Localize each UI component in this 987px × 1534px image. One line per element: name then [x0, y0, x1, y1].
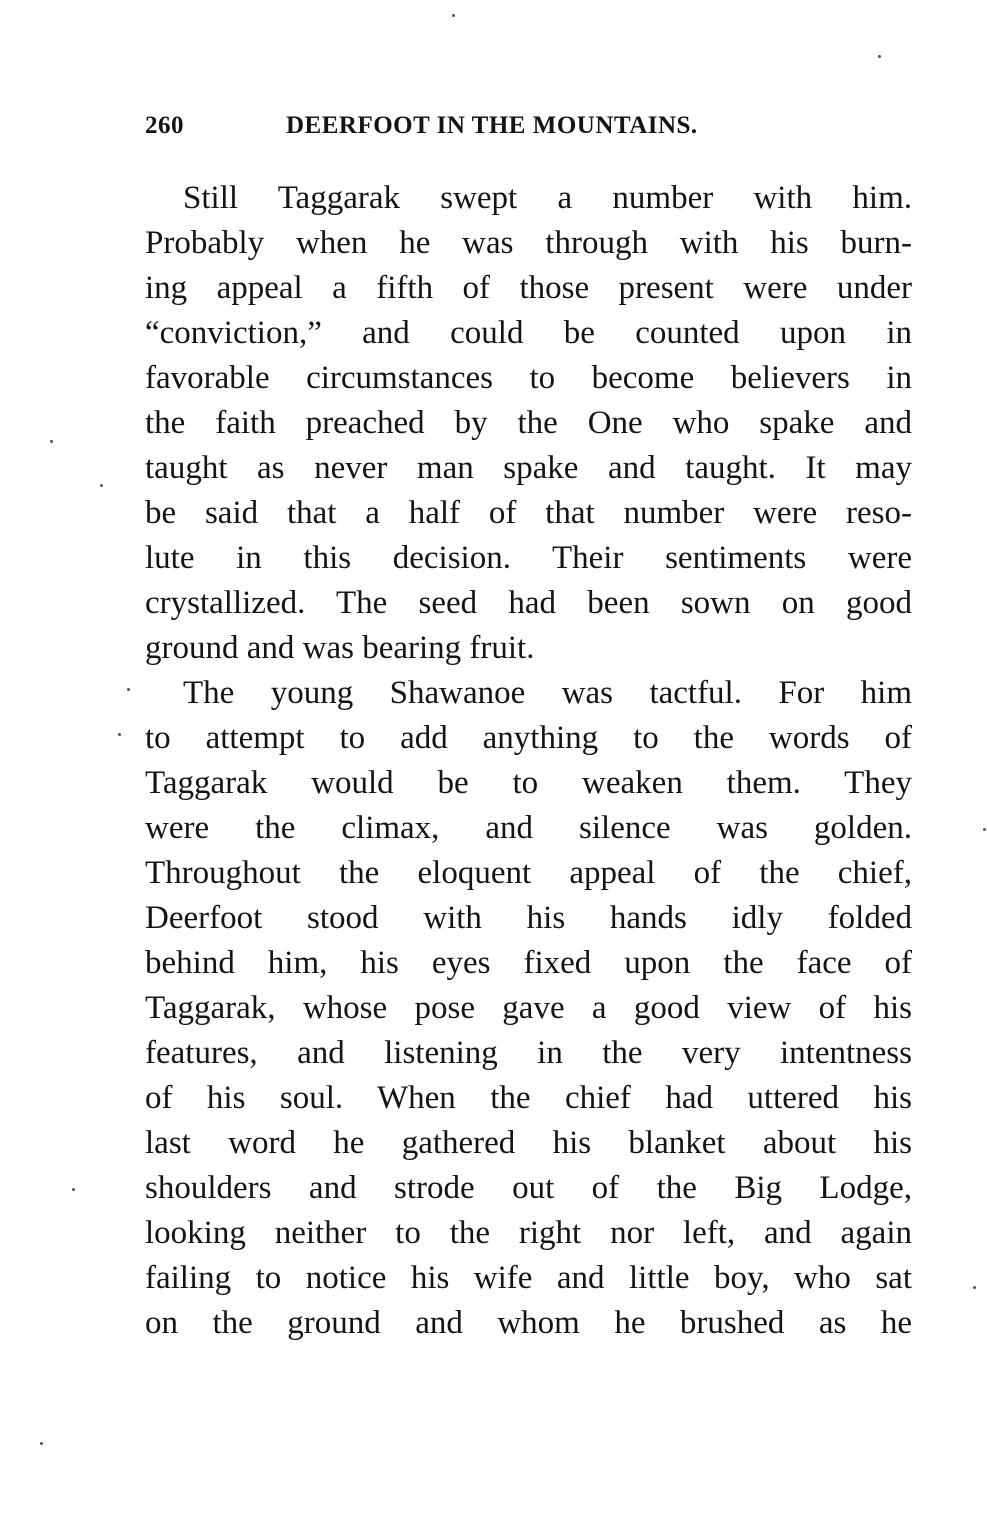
- paragraph-1: [145, 176, 912, 671]
- scan-speck: [127, 688, 130, 691]
- paragraph-2: [145, 671, 912, 1346]
- text-line: taught as never man spake and taught. It may: [145, 450, 912, 486]
- scan-speck: [973, 1286, 976, 1289]
- text-line: “conviction,” and could be counted upon in: [145, 315, 912, 351]
- scan-speck: [50, 440, 53, 443]
- text-line: Deerfoot stood with his hands idly folded: [145, 900, 912, 936]
- page-number: 260: [145, 112, 184, 139]
- body-text: [145, 176, 912, 1346]
- text-line: The young Shawanoe was tactful. For him: [183, 675, 912, 711]
- text-line: the faith preached by the One who spake and: [145, 405, 912, 441]
- text-line: of his soul. When the chief had uttered his: [145, 1080, 912, 1116]
- text-line: features, and listening in the very intentness: [145, 1035, 912, 1071]
- scan-speck: [72, 1188, 75, 1191]
- text-line: ing appeal a fifth of those present were under: [145, 270, 912, 306]
- text-line: behind him, his eyes fixed upon the face of: [145, 945, 912, 981]
- text-line: be said that a half of that number were reso-: [145, 495, 912, 531]
- text-line: Throughout the eloquent appeal of the chief,: [145, 855, 912, 891]
- text-line: on the ground and whom he brushed as he: [145, 1305, 912, 1341]
- running-title: DEERFOOT IN THE MOUNTAINS.: [286, 112, 698, 139]
- running-head: [145, 112, 915, 152]
- scan-speck: [452, 14, 455, 17]
- text-line: were the climax, and silence was golden.: [145, 810, 912, 846]
- text-line: Taggarak, whose pose gave a good view of his: [145, 990, 912, 1026]
- text-line: favorable circumstances to become believers in: [145, 360, 912, 396]
- scan-speck: [878, 55, 881, 58]
- text-line: Probably when he was through with his burn-: [145, 225, 912, 261]
- text-line: Still Taggarak swept a number with him.: [183, 180, 912, 216]
- text-line: shoulders and strode out of the Big Lodge,: [145, 1170, 912, 1206]
- text-line: crystallized. The seed had been sown on good: [145, 585, 912, 621]
- scan-speck: [100, 484, 103, 487]
- scan-speck: [983, 828, 986, 831]
- text-line: ground and was bearing fruit.: [145, 630, 535, 666]
- scan-speck: [40, 1442, 43, 1445]
- scan-speck: [118, 733, 121, 736]
- text-line: lute in this decision. Their sentiments were: [145, 540, 912, 576]
- text-line: Taggarak would be to weaken them. They: [145, 765, 912, 801]
- text-line: last word he gathered his blanket about his: [145, 1125, 912, 1161]
- text-line: looking neither to the right nor left, and again: [145, 1215, 912, 1251]
- text-line: to attempt to add anything to the words of: [145, 720, 912, 756]
- text-line: failing to notice his wife and little boy, who sat: [145, 1260, 912, 1296]
